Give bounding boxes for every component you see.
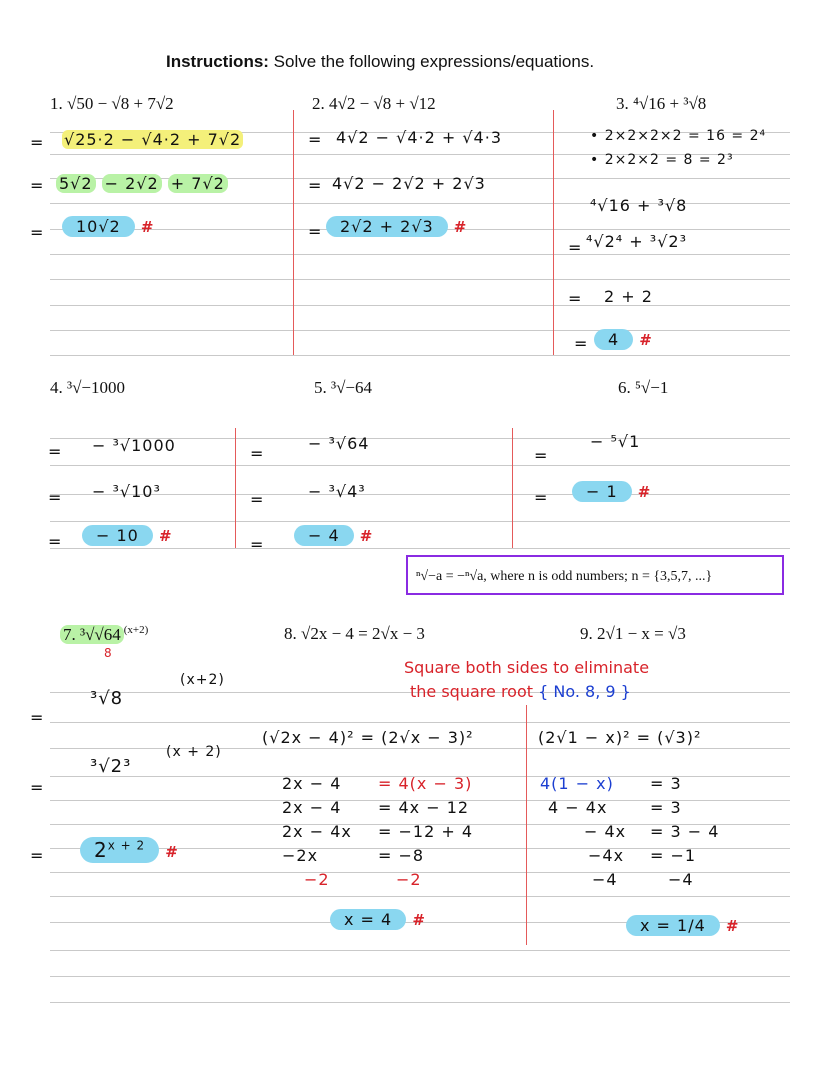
equals-sign: = xyxy=(574,334,589,353)
problem-8-line: 2x − 4 = 4x − 12 xyxy=(282,798,470,817)
problem-8-answer: x = 4 # xyxy=(330,910,426,929)
problem-9-answer: x = 1/4 # xyxy=(626,916,739,935)
equals-sign: = xyxy=(534,488,549,507)
equals-sign: = xyxy=(568,289,583,308)
problem-3-bullet-1: • 2×2×2×2 = 16 = 2⁴ xyxy=(590,128,767,144)
equals-sign: = xyxy=(30,846,45,865)
equals-sign: = xyxy=(48,532,63,551)
equals-sign: = xyxy=(30,708,45,727)
page-title: Instructions: Solve the following expressions/equations. xyxy=(166,52,595,71)
divider-4-5 xyxy=(235,428,236,548)
problem-7-step-1-root: ³√8 xyxy=(90,688,124,709)
divider-5-6 xyxy=(512,428,513,548)
problem-4-step-2: − ³√10³ xyxy=(92,482,161,501)
problem-5-step-1: − ³√64 xyxy=(308,434,370,453)
problem-8-line: 2x − 4 = 4(x − 3) xyxy=(282,774,473,793)
problem-1-step-1: √25·2 − √4·2 + 7√2 xyxy=(64,130,242,149)
problem-9-work xyxy=(540,772,719,892)
problem-3-answer: 4 # xyxy=(594,330,653,349)
problem-3-step-3: 2 + 2 xyxy=(604,287,653,306)
problem-2-step-2: 4√2 − 2√2 + 2√3 xyxy=(332,174,486,193)
odd-root-rule-note: ⁿ√−a = −ⁿ√a, where n is odd numbers; n = {3,5,7, ...} xyxy=(406,555,784,595)
problem-5-step-2: − ³√4³ xyxy=(308,482,366,501)
problem-9-line: 4 − 4x = 3 xyxy=(548,798,682,817)
problem-3-step-1: ⁴√16 + ³√8 xyxy=(590,196,688,215)
problem-8-label: 8. √2x − 4 = 2√x − 3 xyxy=(284,624,425,643)
problem-4-step-1: − ³√1000 xyxy=(92,436,176,455)
problem-1-step-2: 5√2 − 2√2 + 7√2 xyxy=(56,174,228,193)
equals-sign: = xyxy=(30,223,45,242)
square-note-line-2: the square root { No. 8, 9 } xyxy=(410,682,631,701)
problem-9-line: −4x = −1 xyxy=(588,846,697,865)
square-note-line-1: Square both sides to eliminate xyxy=(404,658,650,677)
problem-8-line: −2x = −8 xyxy=(282,846,425,865)
problem-5-label: 5. ³√−64 xyxy=(314,378,373,397)
problem-7-label: 7. ³√√64 $^{(x+2)}$ xyxy=(60,624,148,645)
problem-9-line: − 4x = 3 − 4 xyxy=(584,822,720,841)
problem-5-answer: − 4 # xyxy=(294,526,373,545)
problem-2-label: 2. 4√2 − √8 + √12 xyxy=(312,94,436,113)
problem-2-step-1: 4√2 − √4·2 + √4·3 xyxy=(336,128,502,147)
problem-8-square-step: (√2x − 4)² = (2√x − 3)² xyxy=(262,728,474,747)
equals-sign: = xyxy=(30,778,45,797)
problem-4-answer: − 10 # xyxy=(82,526,173,545)
equals-sign: = xyxy=(534,446,549,465)
equals-sign: = xyxy=(568,238,583,257)
problem-8-line: −2 −2 xyxy=(304,870,422,889)
problem-6-label: 6. ⁵√−1 xyxy=(618,378,669,397)
problem-8-work xyxy=(282,772,473,892)
problem-7-under-note: 8 xyxy=(104,646,113,660)
divider-2-3 xyxy=(553,110,554,355)
problem-1-label: 1. √50 − √8 + 7√2 xyxy=(50,94,174,113)
problem-4-label: 4. ³√−1000 xyxy=(50,378,126,397)
equals-sign: = xyxy=(250,444,265,463)
problem-9-line: −4 −4 xyxy=(592,870,694,889)
problem-1-answer: 10√2 # xyxy=(62,217,154,236)
equals-sign: = xyxy=(308,130,323,149)
equals-sign: = xyxy=(30,133,45,152)
equals-sign: = xyxy=(250,535,265,554)
problem-9-square-step: (2√1 − x)² = (√3)² xyxy=(538,728,702,747)
problem-7-step-2-root: ³√2³ xyxy=(90,756,132,777)
problem-2-answer: 2√2 + 2√3 # xyxy=(326,217,467,236)
divider-1-2 xyxy=(293,110,294,355)
equals-sign: = xyxy=(308,222,323,241)
problem-6-answer: − 1 # xyxy=(572,482,651,501)
equals-sign: = xyxy=(48,442,63,461)
problem-7-answer: $2^{x + 2}$ # xyxy=(80,838,179,862)
equals-sign: = xyxy=(30,176,45,195)
problem-8-line: 2x − 4x = −12 + 4 xyxy=(282,822,474,841)
problem-7-step-2-exponent: (x + 2) xyxy=(166,744,222,760)
problem-6-step-1: − ⁵√1 xyxy=(590,432,641,451)
equals-sign: = xyxy=(308,176,323,195)
equals-sign: = xyxy=(48,488,63,507)
problem-3-bullet-2: • 2×2×2 = 8 = 2³ xyxy=(590,152,734,168)
problem-3-label: 3. ⁴√16 + ³√8 xyxy=(616,94,707,113)
problem-9-label: 9. 2√1 − x = √3 xyxy=(580,624,686,643)
problem-9-line: 4(1 − x) = 3 xyxy=(540,774,682,793)
divider-8-9 xyxy=(526,705,527,945)
problem-7-step-1-exponent: (x+2) xyxy=(180,672,225,688)
equals-sign: = xyxy=(250,490,265,509)
problem-3-step-2: ⁴√2⁴ + ³√2³ xyxy=(586,232,687,251)
